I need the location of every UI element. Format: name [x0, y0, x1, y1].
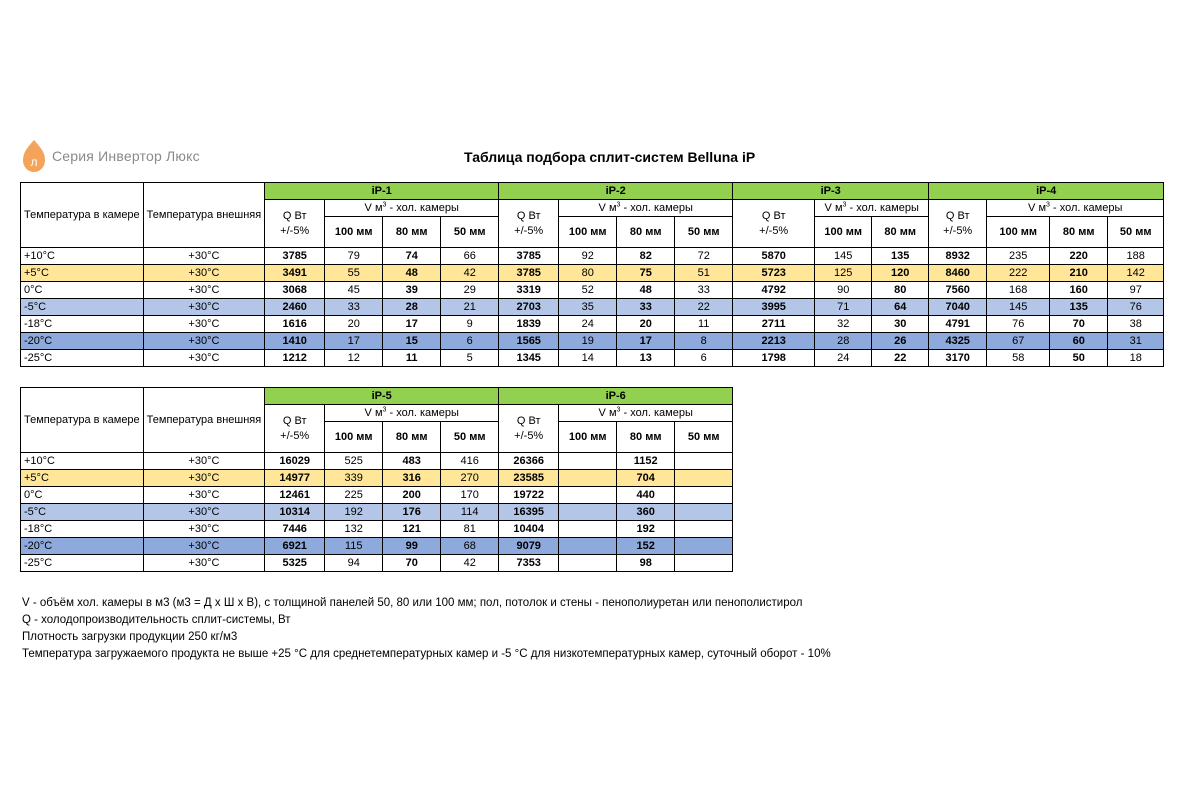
model-header: iP-2: [499, 183, 733, 200]
model-header: iP-4: [929, 183, 1164, 200]
header-thickness: 50 мм: [675, 422, 733, 453]
cell-capacity: 10404: [499, 521, 559, 538]
cell-volume: 35: [559, 299, 617, 316]
header-volume-prefix: V м: [824, 201, 843, 214]
note-q: Q - холодопроизводительность сплит-системы, Вт: [22, 614, 291, 626]
header-volume-suffix: - хол. камеры: [620, 201, 693, 214]
cell-volume: [559, 504, 617, 521]
header-q-tolerance: +/-5%: [514, 429, 544, 442]
header-thickness: 100 мм: [559, 217, 617, 248]
table-row: [21, 299, 1164, 316]
header-q-tolerance: +/-5%: [280, 429, 310, 442]
header-q-tolerance: +/-5%: [280, 224, 310, 237]
cell-temp-inside: +5°C: [21, 470, 144, 487]
cell-volume: 160: [1050, 282, 1108, 299]
cell-volume: [559, 538, 617, 555]
cell-volume: 525: [325, 453, 383, 470]
table-row: [21, 538, 733, 555]
cell-volume: [559, 521, 617, 538]
cell-capacity: 3319: [499, 282, 559, 299]
model-header: iP-1: [265, 183, 499, 200]
cell-volume: 704: [617, 470, 675, 487]
cell-volume: 8: [675, 333, 733, 350]
header-volume-prefix: V м: [364, 406, 383, 419]
cell-capacity: 7353: [499, 555, 559, 572]
cell-volume: 80: [559, 265, 617, 282]
table-row: [21, 350, 1164, 367]
cell-temp-outside: +30°C: [143, 282, 265, 299]
cell-volume: 142: [1108, 265, 1164, 282]
cell-volume: 5: [441, 350, 499, 367]
header-q-label: Q Вт: [282, 209, 307, 222]
cell-volume: 6: [441, 333, 499, 350]
cell-volume: 42: [441, 555, 499, 572]
cell-temp-inside: -25°C: [21, 350, 144, 367]
cell-capacity: 7446: [265, 521, 325, 538]
cell-volume: 82: [617, 248, 675, 265]
cell-volume: 135: [1050, 299, 1108, 316]
header-volume-prefix: V м: [1028, 201, 1047, 214]
cell-volume: 48: [383, 265, 441, 282]
cell-volume: 97: [1108, 282, 1164, 299]
cell-temp-inside: +10°C: [21, 453, 144, 470]
cell-temp-outside: +30°C: [143, 316, 265, 333]
cell-volume: 33: [617, 299, 675, 316]
cell-volume: 26: [872, 333, 929, 350]
cell-temp-inside: +10°C: [21, 248, 144, 265]
cell-volume: 22: [872, 350, 929, 367]
cell-volume: 42: [441, 265, 499, 282]
cell-capacity: 1839: [499, 316, 559, 333]
cell-volume: 80: [872, 282, 929, 299]
cell-volume: [559, 555, 617, 572]
header-thickness: 80 мм: [617, 217, 675, 248]
header-volume: [987, 200, 1164, 217]
header-volume-suffix: - хол. камеры: [386, 201, 459, 214]
cell-volume: 94: [325, 555, 383, 572]
header-thickness: 50 мм: [441, 422, 499, 453]
cell-volume: 210: [1050, 265, 1108, 282]
cell-temp-outside: +30°C: [143, 521, 265, 538]
header-thickness: 100 мм: [325, 422, 383, 453]
cell-volume: [675, 555, 733, 572]
cell-volume: 58: [987, 350, 1050, 367]
cell-volume: 416: [441, 453, 499, 470]
table-row: [21, 282, 1164, 299]
header-q: [929, 200, 987, 248]
header-volume: [325, 405, 499, 422]
cell-volume: [675, 487, 733, 504]
cell-capacity: 1616: [265, 316, 325, 333]
cell-volume: 70: [383, 555, 441, 572]
cell-volume: 220: [1050, 248, 1108, 265]
cell-temp-inside: -5°C: [21, 299, 144, 316]
footnotes: [22, 595, 831, 663]
cell-volume: 483: [383, 453, 441, 470]
cell-volume: 33: [325, 299, 383, 316]
cell-temp-outside: +30°C: [143, 299, 265, 316]
cell-volume: 168: [987, 282, 1050, 299]
cell-volume: [559, 487, 617, 504]
cell-capacity: 3785: [265, 248, 325, 265]
table-row: [21, 555, 733, 572]
cell-capacity: 3785: [499, 265, 559, 282]
header-q: [265, 200, 325, 248]
header-temp-inside: Температура в камере: [21, 183, 144, 248]
cell-volume: 176: [383, 504, 441, 521]
header-q: [499, 405, 559, 453]
header-thickness: 100 мм: [559, 422, 617, 453]
cell-capacity: 2460: [265, 299, 325, 316]
cell-volume: 66: [441, 248, 499, 265]
cell-volume: 74: [383, 248, 441, 265]
cell-temp-inside: +5°C: [21, 265, 144, 282]
table-row: [21, 265, 1164, 282]
cell-volume: 81: [441, 521, 499, 538]
cell-volume: 19: [559, 333, 617, 350]
cell-volume: 200: [383, 487, 441, 504]
cell-volume: 98: [617, 555, 675, 572]
cell-volume: [675, 453, 733, 470]
cell-volume: 72: [675, 248, 733, 265]
header-thickness: 100 мм: [987, 217, 1050, 248]
cell-volume: 30: [872, 316, 929, 333]
header-volume-sup: 3: [616, 405, 621, 413]
model-header: iP-5: [265, 388, 499, 405]
cell-volume: 440: [617, 487, 675, 504]
cell-volume: 64: [872, 299, 929, 316]
header-temp-inside: Температура в камере: [21, 388, 144, 453]
header-volume: [559, 405, 733, 422]
cell-volume: 51: [675, 265, 733, 282]
cell-volume: 50: [1050, 350, 1108, 367]
cell-volume: 15: [383, 333, 441, 350]
note-temperature: Температура загружаемого продукта не выше +25 °С для среднетемпературных камер и -5 °С для низкотемпературных камер, суточный оборот - 10%: [22, 648, 831, 660]
cell-volume: 31: [1108, 333, 1164, 350]
cell-volume: [675, 521, 733, 538]
cell-temp-inside: 0°C: [21, 282, 144, 299]
header-volume-prefix: V м: [364, 201, 383, 214]
cell-capacity: 1345: [499, 350, 559, 367]
cell-volume: 192: [617, 521, 675, 538]
cell-volume: 132: [325, 521, 383, 538]
cell-volume: 38: [1108, 316, 1164, 333]
cell-volume: 99: [383, 538, 441, 555]
cell-volume: 28: [815, 333, 872, 350]
header-q: [733, 200, 815, 248]
cell-volume: 17: [617, 333, 675, 350]
header-q-tolerance: +/-5%: [943, 224, 973, 237]
cell-temp-outside: +30°C: [143, 350, 265, 367]
header-q-tolerance: +/-5%: [759, 224, 789, 237]
cell-capacity: 16029: [265, 453, 325, 470]
cell-volume: 32: [815, 316, 872, 333]
header-q-tolerance: +/-5%: [514, 224, 544, 237]
cell-capacity: 23585: [499, 470, 559, 487]
cell-capacity: 1410: [265, 333, 325, 350]
cell-capacity: 7040: [929, 299, 987, 316]
svg-text:л: л: [30, 155, 38, 169]
cell-temp-outside: +30°C: [143, 248, 265, 265]
header-volume-prefix: V м: [598, 201, 617, 214]
cell-volume: 21: [441, 299, 499, 316]
header-thickness: 80 мм: [1050, 217, 1108, 248]
header-thickness: 80 мм: [872, 217, 929, 248]
cell-capacity: 4792: [733, 282, 815, 299]
cell-volume: 6: [675, 350, 733, 367]
cell-temp-outside: +30°C: [143, 555, 265, 572]
table-row: [21, 453, 733, 470]
cell-volume: 145: [987, 299, 1050, 316]
cell-capacity: 2213: [733, 333, 815, 350]
cell-volume: 76: [987, 316, 1050, 333]
cell-temp-inside: -5°C: [21, 504, 144, 521]
page-title: Таблица подбора сплит-систем Belluna iP: [464, 149, 756, 165]
cell-volume: 33: [675, 282, 733, 299]
cell-volume: 22: [675, 299, 733, 316]
cell-capacity: 4791: [929, 316, 987, 333]
cell-capacity: 1212: [265, 350, 325, 367]
cell-temp-inside: -18°C: [21, 521, 144, 538]
cell-volume: 70: [1050, 316, 1108, 333]
header-temp-outside: Температура внешняя: [143, 388, 265, 453]
cell-capacity: 14977: [265, 470, 325, 487]
cell-capacity: 9079: [499, 538, 559, 555]
cell-volume: 14: [559, 350, 617, 367]
brand-name: Серия Инвертор Люкс: [52, 148, 200, 164]
cell-temp-outside: +30°C: [143, 504, 265, 521]
cell-capacity: 4325: [929, 333, 987, 350]
cell-volume: [559, 470, 617, 487]
cell-volume: 71: [815, 299, 872, 316]
logo-mark-icon: [22, 139, 46, 173]
header-volume-prefix: V м: [598, 406, 617, 419]
header-q-label: Q Вт: [761, 209, 786, 222]
cell-temp-outside: +30°C: [143, 453, 265, 470]
cell-temp-inside: -18°C: [21, 316, 144, 333]
cell-volume: 17: [325, 333, 383, 350]
cell-volume: 120: [872, 265, 929, 282]
header-volume: [559, 200, 733, 217]
cell-volume: 125: [815, 265, 872, 282]
brand-logo: [22, 138, 200, 174]
header-thickness: 100 мм: [815, 217, 872, 248]
cell-volume: 145: [815, 248, 872, 265]
note-density: Плотность загрузки продукции 250 кг/м3: [22, 631, 238, 643]
model-header: iP-3: [733, 183, 929, 200]
header-volume-suffix: - хол. камеры: [620, 406, 693, 419]
cell-volume: 235: [987, 248, 1050, 265]
cell-capacity: 8460: [929, 265, 987, 282]
cell-capacity: 6921: [265, 538, 325, 555]
cell-volume: 60: [1050, 333, 1108, 350]
cell-capacity: 16395: [499, 504, 559, 521]
header-volume-sup: 3: [616, 200, 621, 208]
header-volume-sup: 3: [842, 200, 847, 208]
header-temp-outside: Температура внешняя: [143, 183, 265, 248]
header-volume-sup: 3: [382, 200, 387, 208]
cell-volume: 11: [383, 350, 441, 367]
cell-volume: 270: [441, 470, 499, 487]
cell-capacity: 3068: [265, 282, 325, 299]
cell-volume: 45: [325, 282, 383, 299]
cell-volume: 188: [1108, 248, 1164, 265]
cell-volume: 135: [872, 248, 929, 265]
cell-volume: 17: [383, 316, 441, 333]
cell-temp-outside: +30°C: [143, 470, 265, 487]
cell-volume: 152: [617, 538, 675, 555]
header-volume: [815, 200, 929, 217]
cell-volume: 12: [325, 350, 383, 367]
table-row: [21, 487, 733, 504]
cell-capacity: 3995: [733, 299, 815, 316]
cell-volume: 339: [325, 470, 383, 487]
cell-volume: 92: [559, 248, 617, 265]
cell-volume: 222: [987, 265, 1050, 282]
cell-volume: 52: [559, 282, 617, 299]
cell-temp-outside: +30°C: [143, 538, 265, 555]
header-thickness: 50 мм: [441, 217, 499, 248]
cell-volume: 29: [441, 282, 499, 299]
cell-volume: 225: [325, 487, 383, 504]
cell-temp-outside: +30°C: [143, 265, 265, 282]
header-thickness: 100 мм: [325, 217, 383, 248]
cell-capacity: 3491: [265, 265, 325, 282]
header-q-label: Q Вт: [282, 414, 307, 427]
table-row: [21, 333, 1164, 350]
cell-temp-outside: +30°C: [143, 333, 265, 350]
cell-capacity: 2711: [733, 316, 815, 333]
table-row: [21, 316, 1164, 333]
cell-capacity: 1798: [733, 350, 815, 367]
header-thickness: 80 мм: [617, 422, 675, 453]
cell-volume: 55: [325, 265, 383, 282]
cell-volume: 28: [383, 299, 441, 316]
cell-capacity: 5325: [265, 555, 325, 572]
cell-temp-inside: -25°C: [21, 555, 144, 572]
header-q: [499, 200, 559, 248]
cell-volume: 75: [617, 265, 675, 282]
cell-volume: 115: [325, 538, 383, 555]
cell-volume: 121: [383, 521, 441, 538]
header-thickness: 80 мм: [383, 217, 441, 248]
cell-volume: 18: [1108, 350, 1164, 367]
selection-table-1: [20, 182, 1164, 367]
cell-volume: [559, 453, 617, 470]
table-row: [21, 470, 733, 487]
header-q-label: Q Вт: [516, 209, 541, 222]
selection-table-2: [20, 387, 733, 572]
cell-volume: 316: [383, 470, 441, 487]
cell-capacity: 26366: [499, 453, 559, 470]
cell-volume: 39: [383, 282, 441, 299]
cell-capacity: 5870: [733, 248, 815, 265]
cell-volume: 68: [441, 538, 499, 555]
table-row: [21, 248, 1164, 265]
header-volume-sup: 3: [382, 405, 387, 413]
cell-volume: 79: [325, 248, 383, 265]
header-q-label: Q Вт: [945, 209, 970, 222]
cell-capacity: 2703: [499, 299, 559, 316]
model-header: iP-6: [499, 388, 733, 405]
header-volume: [325, 200, 499, 217]
header-thickness: 80 мм: [383, 422, 441, 453]
cell-capacity: 8932: [929, 248, 987, 265]
cell-volume: 170: [441, 487, 499, 504]
header-volume-sup: 3: [1046, 200, 1050, 208]
table-row: [21, 521, 733, 538]
header-volume-suffix: - хол. камеры: [1049, 201, 1123, 214]
cell-volume: 90: [815, 282, 872, 299]
cell-volume: 360: [617, 504, 675, 521]
header-thickness: 50 мм: [675, 217, 733, 248]
cell-capacity: 12461: [265, 487, 325, 504]
cell-capacity: 3170: [929, 350, 987, 367]
cell-capacity: 7560: [929, 282, 987, 299]
cell-capacity: 10314: [265, 504, 325, 521]
table-row: [21, 504, 733, 521]
cell-volume: 11: [675, 316, 733, 333]
cell-temp-inside: -20°C: [21, 333, 144, 350]
cell-volume: 13: [617, 350, 675, 367]
cell-temp-outside: +30°C: [143, 487, 265, 504]
cell-capacity: 3785: [499, 248, 559, 265]
cell-capacity: 5723: [733, 265, 815, 282]
cell-volume: 48: [617, 282, 675, 299]
cell-volume: 20: [617, 316, 675, 333]
header-volume-suffix: - хол. камеры: [846, 201, 919, 214]
cell-volume: 114: [441, 504, 499, 521]
cell-volume: 76: [1108, 299, 1164, 316]
cell-volume: 24: [815, 350, 872, 367]
cell-volume: [675, 470, 733, 487]
cell-volume: 67: [987, 333, 1050, 350]
header-q: [265, 405, 325, 453]
cell-temp-inside: 0°C: [21, 487, 144, 504]
cell-volume: 1152: [617, 453, 675, 470]
note-volume: V - объём хол. камеры в м3 (м3 = Д х Ш х В), с толщиной панелей 50, 80 или 100 мм; пол, потолок и стены - пенополиуретан или пенополистирол: [22, 597, 803, 609]
cell-volume: [675, 504, 733, 521]
header-volume-suffix: - хол. камеры: [386, 406, 459, 419]
header-thickness: 50 мм: [1108, 217, 1164, 248]
cell-capacity: 1565: [499, 333, 559, 350]
cell-volume: 9: [441, 316, 499, 333]
cell-volume: 192: [325, 504, 383, 521]
cell-capacity: 19722: [499, 487, 559, 504]
cell-volume: 24: [559, 316, 617, 333]
cell-temp-inside: -20°C: [21, 538, 144, 555]
cell-volume: 20: [325, 316, 383, 333]
cell-volume: [675, 538, 733, 555]
header-q-label: Q Вт: [516, 414, 541, 427]
